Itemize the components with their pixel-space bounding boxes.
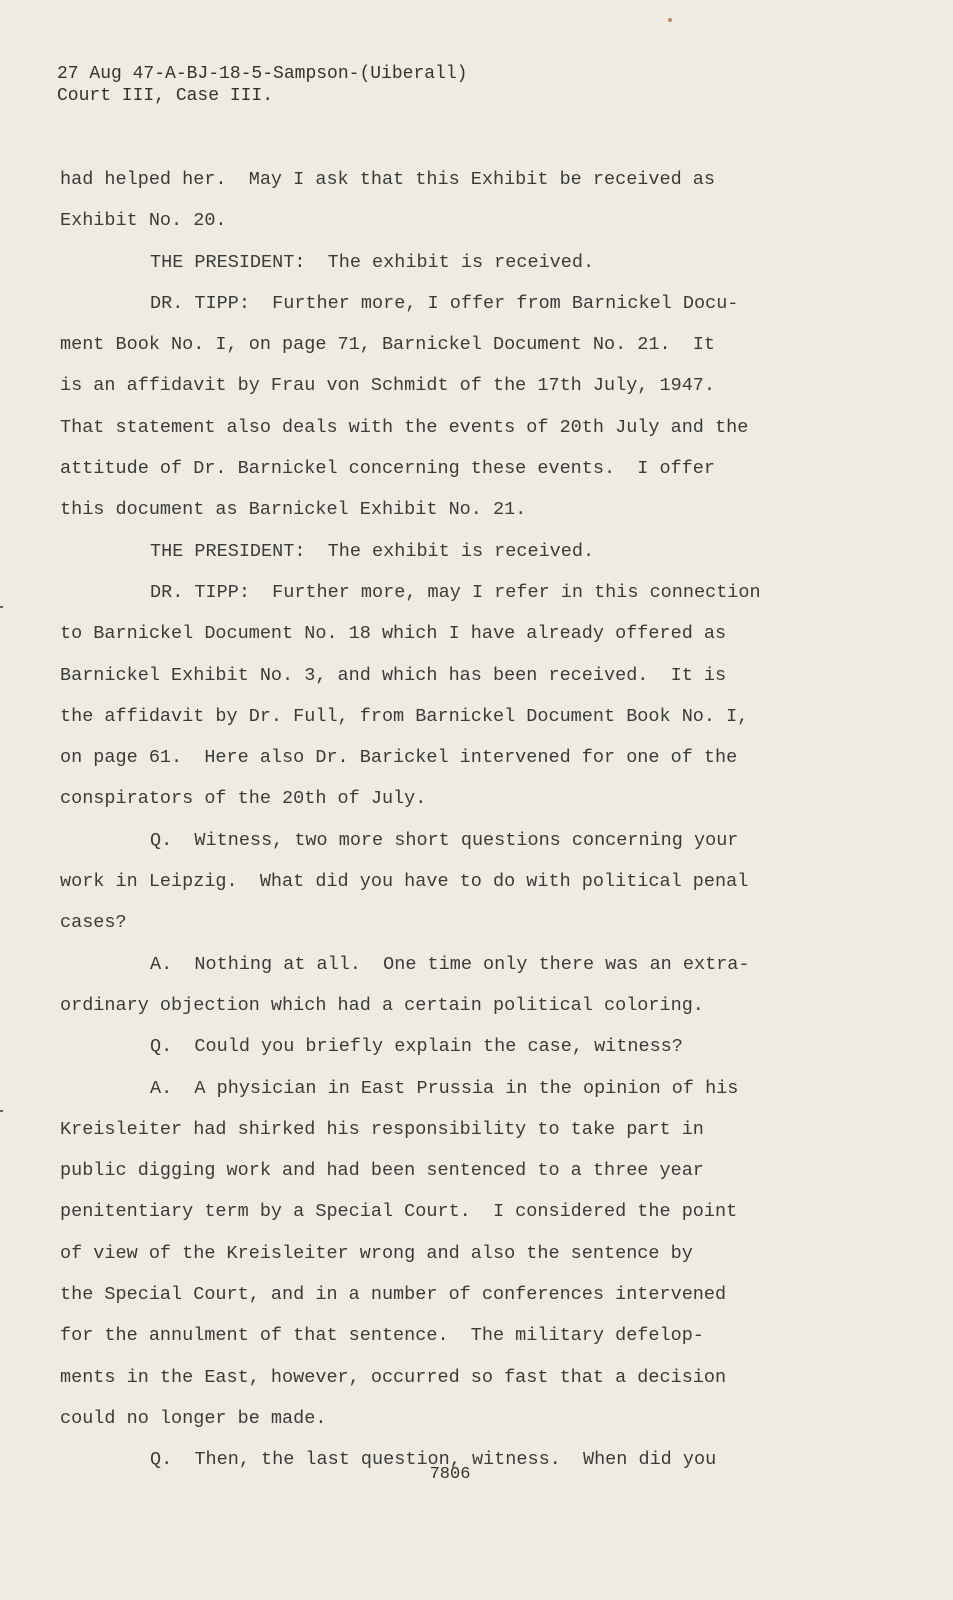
paper-speck [668,18,672,22]
transcript-line: THE PRESIDENT: The exhibit is received. [150,540,595,562]
transcript-line: public digging work and had been sentenced to a three year [60,1160,704,1182]
transcript-line: Q. Then, the last question, witness. When did you [150,1449,717,1471]
transcript-line: A. Nothing at all. One time only there was an extra- [150,953,750,975]
transcript-line: the Special Court, and in a number of conferences intervened [60,1284,727,1306]
transcript-line: to Barnickel Document No. 18 which I have already offered as [60,623,727,645]
transcript-line: Barnickel Exhibit No. 3, and which has been received. It is [60,664,727,686]
transcript-line: ordinary objection which had a certain political coloring. [60,994,704,1016]
transcript-line: work in Leipzig. What did you have to do with political penal [60,871,749,893]
transcript-line: A. A physician in East Prussia in the opinion of his [150,1077,739,1099]
header-reference-line: 27 Aug 47-A-BJ-18-5-Sampson-(Uiberall) [57,64,468,84]
transcript-line: attitude of Dr. Barnickel concerning these events. I offer [60,458,716,480]
transcript-line: Q. Could you briefly explain the case, witness? [150,1036,683,1058]
transcript-line: cases? [60,912,127,934]
transcript-line: is an affidavit by Frau von Schmidt of the 17th July, 1947. [60,375,716,397]
transcript-line: Q. Witness, two more short questions concerning your [150,829,739,851]
transcript-line: the affidavit by Dr. Full, from Barnickel Document Book No. I, [60,705,749,727]
transcript-line: penitentiary term by a Special Court. I considered the point [60,1201,738,1223]
transcript-line: could no longer be made. [60,1407,327,1429]
transcript-line: of view of the Kreisleiter wrong and also the sentence by [60,1242,693,1264]
page-number: 7806 [429,1465,471,1484]
document-header [57,63,467,107]
transcript-line: this document as Barnickel Exhibit No. 21. [60,499,527,521]
transcript-line: on page 61. Here also Dr. Barickel intervened for one of the [60,747,738,769]
transcript-line: ments in the East, however, occurred so fast that a decision [60,1366,727,1388]
transcript-line: DR. TIPP: Further more, may I refer in this connection [150,581,761,603]
transcript-line: conspirators of the 20th of July. [60,788,427,810]
transcript-line: That statement also deals with the events of 20th July and the [60,416,749,438]
transcript-line: DR. TIPP: Further more, I offer from Barnickel Docu- [150,292,739,314]
transcript-line: THE PRESIDENT: The exhibit is received. [150,251,595,273]
header-court-line: Court III, Case III. [57,86,274,106]
margin-mark [0,606,3,608]
transcript-body [60,159,830,1481]
margin-mark [0,1110,3,1112]
transcript-line: Kreisleiter had shirked his responsibility to take part in [60,1118,704,1140]
transcript-line: had helped her. May I ask that this Exhibit be received as [60,169,716,190]
transcript-line: for the annulment of that sentence. The military defelop- [60,1325,704,1347]
transcript-line: Exhibit No. 20. [60,210,227,232]
transcript-line: ment Book No. I, on page 71, Barnickel Document No. 21. It [60,334,716,356]
